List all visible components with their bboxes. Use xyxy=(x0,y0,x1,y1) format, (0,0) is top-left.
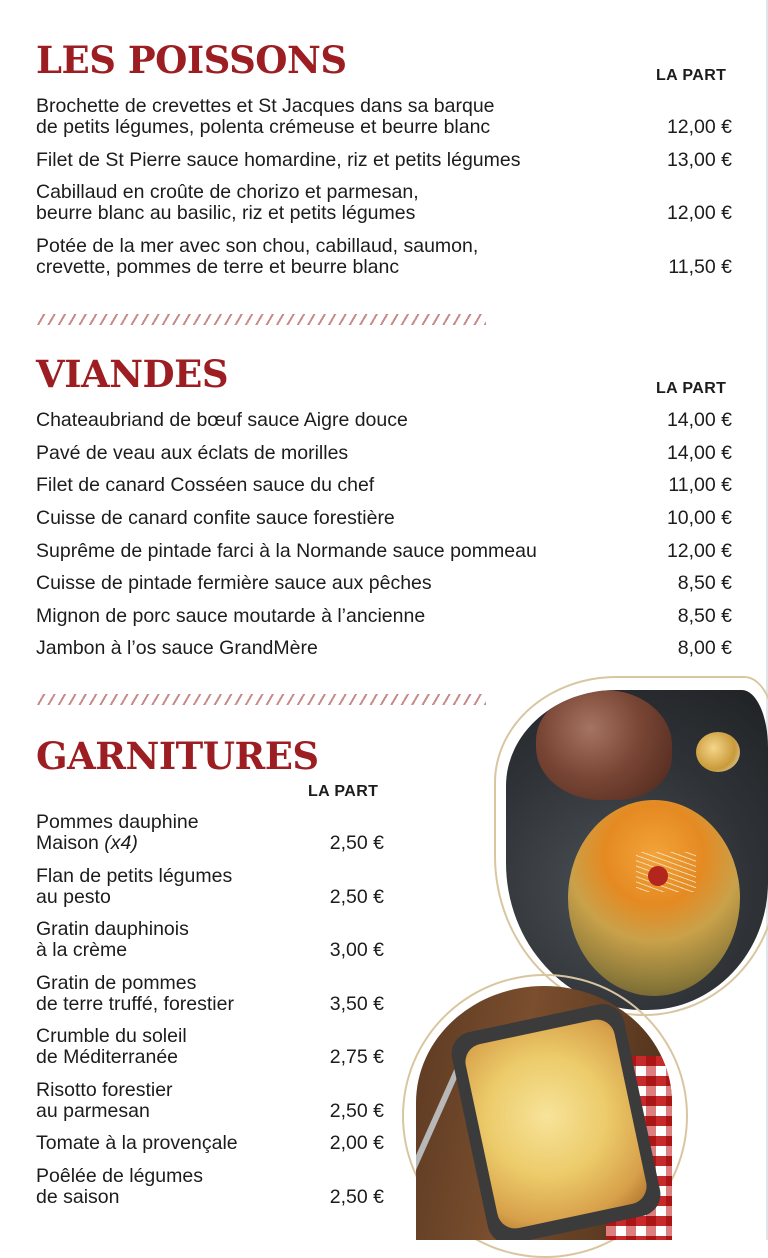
item-price: 8,00 € xyxy=(677,637,732,659)
section-title-poissons: LES POISSONS xyxy=(36,38,347,82)
section-divider xyxy=(36,694,486,705)
item-price: 2,50 € xyxy=(329,1186,384,1208)
item-price: 3,00 € xyxy=(329,939,384,961)
item-name-line: Potée de la mer avec son chou, cabillaud, saumon, xyxy=(36,235,479,257)
item-name: Filet de canard Cosséen sauce du chef xyxy=(36,474,375,496)
item-price: 11,00 € xyxy=(668,474,732,496)
item-name-line: Gratin de pommes xyxy=(36,972,197,994)
menu-item-garnitures-2 xyxy=(36,866,384,908)
item-name-line: Flan de petits légumes xyxy=(36,865,233,887)
item-name: Chateaubriand de bœuf sauce Aigre douce xyxy=(36,409,408,431)
menu-item-viandes-6 xyxy=(36,573,732,594)
item-name-line: de petits légumes, polenta crémeuse et beurre blanc xyxy=(36,116,491,138)
menu-item-poissons-4 xyxy=(36,236,732,278)
item-name-text: Maison xyxy=(36,832,99,854)
item-name-line: de Méditerranée xyxy=(36,1046,179,1068)
item-name-line: Tomate à la provençale xyxy=(36,1132,238,1154)
item-price: 8,50 € xyxy=(677,572,732,594)
item-name-line: au parmesan xyxy=(36,1100,150,1122)
item-price: 12,00 € xyxy=(666,540,732,562)
menu-item-viandes-4 xyxy=(36,508,732,529)
menu-item-garnitures-1 xyxy=(36,812,384,854)
berry-shape xyxy=(648,866,668,886)
garnitures-la-part-label: LA PART xyxy=(308,783,379,800)
item-price: 2,50 € xyxy=(329,886,384,908)
menu-item-viandes-3 xyxy=(36,475,732,496)
item-name-line: à la crème xyxy=(36,939,128,961)
menu-item-viandes-1 xyxy=(36,410,732,431)
item-price: 2,00 € xyxy=(329,1132,384,1154)
gratin-photo xyxy=(416,986,672,1240)
item-price: 3,50 € xyxy=(329,993,384,1015)
item-price: 14,00 € xyxy=(666,409,732,431)
item-name: Mignon de porc sauce moutarde à l’ancienne xyxy=(36,605,426,627)
menu-item-poissons-2 xyxy=(36,150,732,171)
menu-item-viandes-7 xyxy=(36,606,732,627)
menu-item-garnitures-4 xyxy=(36,973,384,1015)
menu-item-garnitures-7 xyxy=(36,1133,384,1154)
item-name-line: crevette, pommes de terre et beurre blanc xyxy=(36,256,400,278)
item-name-line: Filet de St Pierre sauce homardine, riz et petits légumes xyxy=(36,149,521,171)
section-title-viandes: VIANDES xyxy=(36,352,229,396)
section-divider xyxy=(36,314,486,325)
item-price: 13,00 € xyxy=(666,149,732,171)
item-name-line: de saison xyxy=(36,1186,120,1208)
item-price: 11,50 € xyxy=(668,256,732,278)
item-price: 2,50 € xyxy=(329,1100,384,1122)
item-name-line: au pesto xyxy=(36,886,111,908)
steak-tart-photo xyxy=(506,690,768,1010)
item-price: 12,00 € xyxy=(666,202,732,224)
item-price: 14,00 € xyxy=(666,442,732,464)
steak-shape xyxy=(536,690,672,800)
menu-item-viandes-2 xyxy=(36,443,732,464)
item-name-line: beurre blanc au basilic, riz et petits légumes xyxy=(36,202,416,224)
item-name-line: Gratin dauphinois xyxy=(36,918,189,940)
item-name-line: de terre truffé, forestier xyxy=(36,993,234,1015)
item-name-line: Crumble du soleil xyxy=(36,1025,187,1047)
menu-item-garnitures-8 xyxy=(36,1166,384,1208)
tart-shape xyxy=(568,800,740,996)
viandes-la-part-label: LA PART xyxy=(656,380,727,397)
menu-item-poissons-1 xyxy=(36,96,732,138)
item-name-line: Brochette de crevettes et St Jacques dans sa barque xyxy=(36,95,495,117)
section-title-garnitures: GARNITURES xyxy=(36,734,319,778)
item-price: 12,00 € xyxy=(666,116,732,138)
item-name: Suprême de pintade farci à la Normande sauce pommeau xyxy=(36,540,537,562)
menu-item-garnitures-6 xyxy=(36,1080,384,1122)
item-quantity: (x4) xyxy=(104,832,138,854)
menu-item-viandes-5 xyxy=(36,541,732,562)
item-name-line: Cabillaud en croûte de chorizo et parmesan, xyxy=(36,181,419,203)
menu-item-poissons-3 xyxy=(36,182,732,224)
item-price: 10,00 € xyxy=(666,507,732,529)
item-name: Cuisse de canard confite sauce forestière xyxy=(36,507,395,529)
item-price: 2,75 € xyxy=(329,1046,384,1068)
item-name: Cuisse de pintade fermière sauce aux pêches xyxy=(36,572,432,594)
item-price: 2,50 € xyxy=(329,832,384,854)
item-name-line: Poêlée de légumes xyxy=(36,1165,203,1187)
poissons-la-part-label: LA PART xyxy=(656,67,727,84)
item-name-line: Pommes dauphine xyxy=(36,811,199,833)
menu-item-garnitures-5 xyxy=(36,1026,384,1068)
item-name-line: Risotto forestier xyxy=(36,1079,173,1101)
item-price: 8,50 € xyxy=(677,605,732,627)
menu-item-garnitures-3 xyxy=(36,919,384,961)
sauce-cup-shape xyxy=(696,732,740,772)
menu-item-viandes-8 xyxy=(36,638,732,659)
item-name: Jambon à l’os sauce GrandMère xyxy=(36,637,318,659)
item-name: Pavé de veau aux éclats de morilles xyxy=(36,442,349,464)
